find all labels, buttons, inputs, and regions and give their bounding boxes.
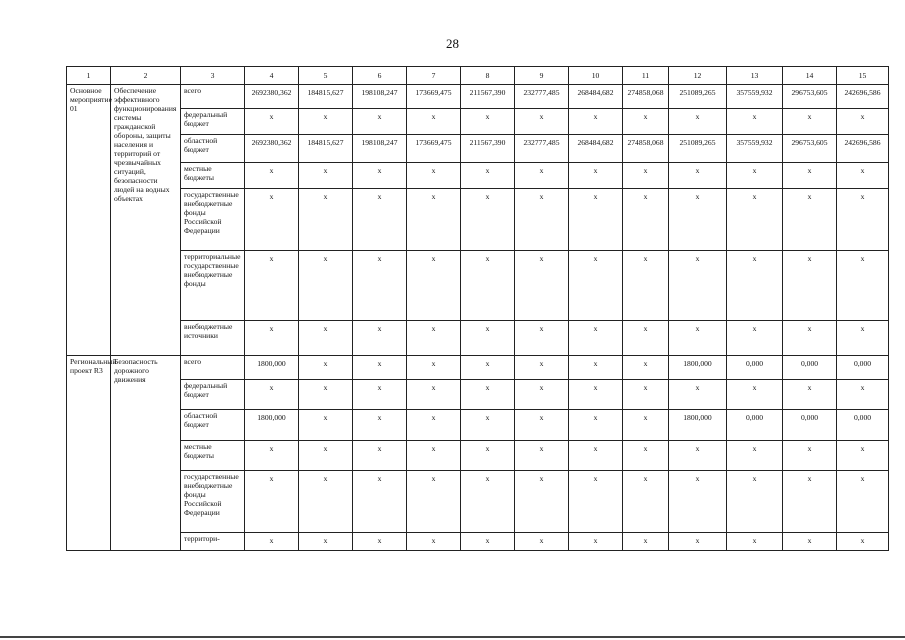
value-cell: 198108,247 [353,85,407,109]
value-cell: х [461,189,515,251]
value-cell: х [569,441,623,471]
value-cell: х [245,380,299,410]
value-cell: х [353,533,407,551]
value-cell: х [837,533,889,551]
value-cell: х [727,380,783,410]
value-cell: х [353,380,407,410]
value-cell: х [461,471,515,533]
funding-source-cell: областной бюджет [181,410,245,441]
value-cell: х [623,163,669,189]
value-cell: х [783,441,837,471]
event-name-cell: Основное мероприятие 01 [67,85,111,356]
value-cell: 0,000 [783,410,837,441]
header-cell: 12 [669,67,727,85]
value-cell: х [837,251,889,321]
value-cell: х [245,533,299,551]
value-cell: 0,000 [837,356,889,380]
value-cell: х [623,321,669,356]
value-cell: 184815,627 [299,135,353,163]
value-cell: х [623,441,669,471]
value-cell: х [783,471,837,533]
value-cell: х [837,380,889,410]
value-cell: х [727,441,783,471]
value-cell: х [783,189,837,251]
funding-source-cell: территориальные государственные внебюджетные фонды [181,251,245,321]
value-cell: х [669,189,727,251]
event-purpose-cell: Обеспечение эффективного функционирования системы гражданской обороны, защиты населения и территорий от чрезвычайных ситуаций, безопасности людей на водных объектах [111,85,181,356]
header-cell: 10 [569,67,623,85]
value-cell: х [727,533,783,551]
value-cell: х [461,410,515,441]
value-cell: х [669,109,727,135]
value-cell: х [569,356,623,380]
header-row [67,67,889,85]
value-cell: х [783,251,837,321]
value-cell: х [353,410,407,441]
event-purpose-cell: Безопасность дорожного движения [111,356,181,551]
table-row [67,109,889,135]
value-cell: х [837,441,889,471]
funding-source-cell: местные бюджеты [181,441,245,471]
value-cell: х [245,109,299,135]
header-cell: 2 [111,67,181,85]
value-cell: х [461,441,515,471]
value-cell: х [837,471,889,533]
value-cell: 357559,932 [727,135,783,163]
funding-source-cell: государственные внебюджетные фонды Российской Федерации [181,189,245,251]
value-cell: 211567,390 [461,85,515,109]
value-cell: х [245,251,299,321]
value-cell: 0,000 [837,410,889,441]
budget-table [66,66,889,551]
value-cell: 0,000 [727,356,783,380]
value-cell: х [569,163,623,189]
header-cell: 11 [623,67,669,85]
page-bottom-rule [0,636,905,638]
value-cell: х [407,163,461,189]
value-cell: х [837,163,889,189]
value-cell: 251089,265 [669,85,727,109]
value-cell: 274858,068 [623,85,669,109]
table-row [67,85,889,109]
value-cell: 251089,265 [669,135,727,163]
value-cell: х [407,251,461,321]
value-cell: х [461,533,515,551]
value-cell: х [569,471,623,533]
value-cell: х [837,189,889,251]
value-cell: х [299,441,353,471]
value-cell: 2692380,362 [245,85,299,109]
value-cell: х [515,321,569,356]
value-cell: х [783,109,837,135]
value-cell: х [353,251,407,321]
value-cell: 2692380,362 [245,135,299,163]
table-row [67,441,889,471]
value-cell: х [353,471,407,533]
value-cell: х [727,321,783,356]
value-cell: х [569,380,623,410]
value-cell: х [245,189,299,251]
value-cell: х [353,189,407,251]
value-cell: х [515,471,569,533]
value-cell: х [299,533,353,551]
table-row [67,380,889,410]
funding-source-cell: федеральный бюджет [181,380,245,410]
value-cell: х [407,356,461,380]
value-cell: 173669,475 [407,85,461,109]
value-cell: х [515,380,569,410]
value-cell: х [569,251,623,321]
value-cell: х [727,251,783,321]
value-cell: 268484,682 [569,85,623,109]
value-cell: х [783,533,837,551]
value-cell: 296753,605 [783,135,837,163]
value-cell: 1800,000 [245,410,299,441]
table-row [67,135,889,163]
value-cell: х [407,380,461,410]
value-cell: 1800,000 [669,356,727,380]
value-cell: х [299,380,353,410]
table-row [67,321,889,356]
table-row [67,356,889,380]
value-cell: 357559,932 [727,85,783,109]
value-cell: х [407,109,461,135]
funding-source-cell: местные бюджеты [181,163,245,189]
value-cell: х [245,163,299,189]
value-cell: х [623,109,669,135]
funding-source-cell: федеральный бюджет [181,109,245,135]
value-cell: х [727,189,783,251]
value-cell: х [245,321,299,356]
value-cell: 173669,475 [407,135,461,163]
value-cell: х [569,410,623,441]
header-cell: 5 [299,67,353,85]
value-cell: 242696,586 [837,85,889,109]
value-cell: х [669,321,727,356]
value-cell: х [623,410,669,441]
value-cell: х [461,356,515,380]
header-cell: 1 [67,67,111,85]
value-cell: 232777,485 [515,85,569,109]
value-cell: х [299,471,353,533]
value-cell: х [353,441,407,471]
page-number: 28 [446,36,459,51]
value-cell: х [407,410,461,441]
value-cell: х [623,380,669,410]
value-cell: х [623,471,669,533]
value-cell: х [407,441,461,471]
funding-source-cell: внебюджетные источники [181,321,245,356]
value-cell: х [569,533,623,551]
table-row [67,189,889,251]
value-cell: х [299,109,353,135]
value-cell: х [569,321,623,356]
value-cell: х [299,189,353,251]
value-cell: х [353,163,407,189]
value-cell: 1800,000 [669,410,727,441]
value-cell: х [515,109,569,135]
value-cell: х [515,189,569,251]
value-cell: 0,000 [783,356,837,380]
value-cell: х [461,251,515,321]
table-row [67,533,889,551]
value-cell: х [407,533,461,551]
table-row [67,163,889,189]
value-cell: х [299,163,353,189]
value-cell: х [515,163,569,189]
header-cell: 3 [181,67,245,85]
value-cell: х [669,533,727,551]
header-cell: 7 [407,67,461,85]
value-cell: х [727,471,783,533]
value-cell: х [515,356,569,380]
value-cell: х [299,410,353,441]
value-cell: 274858,068 [623,135,669,163]
value-cell: х [515,410,569,441]
value-cell: х [461,163,515,189]
value-cell: х [353,356,407,380]
header-cell: 4 [245,67,299,85]
value-cell: х [727,163,783,189]
value-cell: х [407,471,461,533]
value-cell: х [245,441,299,471]
value-cell: х [669,251,727,321]
table-header [67,67,889,85]
value-cell: х [461,109,515,135]
header-cell: 6 [353,67,407,85]
value-cell: 268484,682 [569,135,623,163]
value-cell: 232777,485 [515,135,569,163]
value-cell: 1800,000 [245,356,299,380]
value-cell: х [407,321,461,356]
value-cell: 242696,586 [837,135,889,163]
value-cell: х [245,471,299,533]
value-cell: х [669,380,727,410]
table-row [67,251,889,321]
value-cell: х [299,356,353,380]
funding-source-cell: территори- [181,533,245,551]
funding-source-cell: всего [181,85,245,109]
value-cell: х [515,251,569,321]
value-cell: х [569,109,623,135]
value-cell: 296753,605 [783,85,837,109]
funding-source-cell: государственные внебюджетные фонды Российской Федерации [181,471,245,533]
value-cell: х [299,321,353,356]
value-cell: х [783,163,837,189]
value-cell: х [669,441,727,471]
value-cell: х [727,109,783,135]
value-cell: х [461,380,515,410]
header-cell: 8 [461,67,515,85]
funding-source-cell: областной бюджет [181,135,245,163]
value-cell: 184815,627 [299,85,353,109]
table-row [67,410,889,441]
value-cell: 198108,247 [353,135,407,163]
value-cell: х [623,533,669,551]
value-cell: х [299,251,353,321]
value-cell: х [623,251,669,321]
value-cell: х [783,380,837,410]
header-cell: 15 [837,67,889,85]
value-cell: 0,000 [727,410,783,441]
header-cell: 13 [727,67,783,85]
header-cell: 14 [783,67,837,85]
value-cell: х [461,321,515,356]
event-name-cell: Региональный проект R3 [67,356,111,551]
value-cell: х [407,189,461,251]
table-body [67,85,889,551]
value-cell: х [515,533,569,551]
header-cell: 9 [515,67,569,85]
value-cell: х [623,189,669,251]
table-row [67,471,889,533]
funding-source-cell: всего [181,356,245,380]
value-cell: х [783,321,837,356]
value-cell: х [569,189,623,251]
value-cell: х [353,109,407,135]
value-cell: х [515,441,569,471]
value-cell: х [837,321,889,356]
value-cell: х [353,321,407,356]
value-cell: х [837,109,889,135]
value-cell: 211567,390 [461,135,515,163]
value-cell: х [669,471,727,533]
value-cell: х [669,163,727,189]
value-cell: х [623,356,669,380]
